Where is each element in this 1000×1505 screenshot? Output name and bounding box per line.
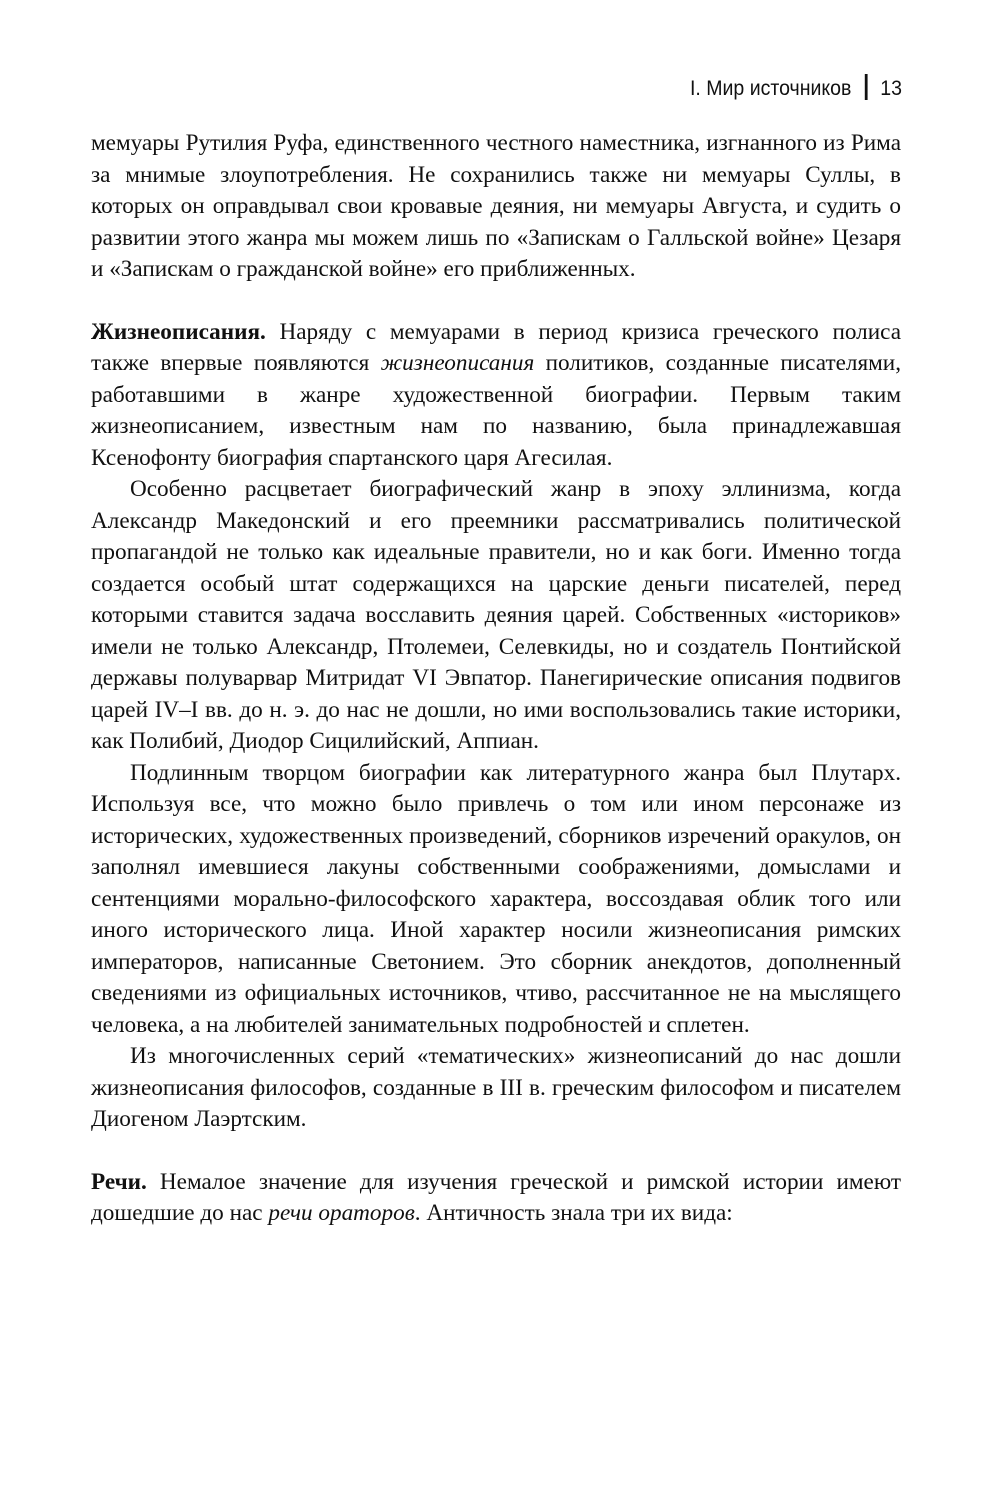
paragraph-biographies: [91, 317, 901, 475]
paragraph-hellenism: Особенно расцветает биографический жанр в эпоху эллинизма, когда Александр Македонский и его преемники рассматривались политической пропагандой не только как идеальные правители, но и как боги. Именно тогда создается особый штат содержащихся на царские деньги писателей, перед которыми ставится задача восславить деяния царей. Собственных «историков» имели не только Александр, Птолемеи, Селевкиды, но и создатель Понтийской державы полуварвар Митридат VI Эвпатор. Панегирические описания подвигов царей IV–I вв. до н. э. до нас не дошли, но ими воспользовались такие историки, как Полибий, Диодор Сицилийский, Аппиан.: [91, 476, 901, 754]
paragraph-plutarch: Подлинным творцом биографии как литературного жанра был Плутарх. Используя все, что можно было привлечь о том или ином персонаже из исторических, художественных произведений, сборников изречений оракулов, он заполнял имевшиеся лакуны собственными соображениями, домыслами и сентенциями морально-философского характера, воссоздавая облик того или иного исторического лица. Иной характер носили жизнеописания римских императоров, написанные Светонием. Это сборник анекдотов, дополненный сведениями из официальных источников, чтиво, рассчитанное не на мыслящего человека, а на любителей занимательных подробностей и сплетен.: [91, 759, 901, 1038]
section-heading-speeches: Речи.: [91, 1168, 147, 1195]
paragraph-speeches: [91, 1167, 901, 1230]
paragraph-text: . Античность знала три их вида:: [414, 1200, 733, 1226]
paragraph-thematic-biographies: Из многочисленных серий «тематических» жизнеописаний до нас дошли жизнеописания философов, созданные в III в. греческим философом и писателем Диогеном Лаэртским.: [91, 1043, 901, 1132]
paragraph-text: Немалое значение для изучения греческой и римской истории имеют дошедшие до нас: [91, 1168, 901, 1226]
paragraph-text: Наряду с мемуарами в период кризиса греческого полиса также впервые появляются: [91, 318, 901, 376]
body-text: [91, 128, 901, 1230]
header-divider: [864, 74, 867, 100]
paragraph-text: политиков, созданные писателями, работавшими в жанре художественной биографии. Первым таким жизнеописанием, известным нам по названию, была принадлежавшая Ксенофонту биография спартанского царя Агесилая.: [91, 350, 901, 471]
emphasis-term: речи ораторов: [268, 1200, 415, 1226]
section-heading-biographies: Жизнеописания.: [91, 318, 266, 345]
paragraph-memoirs-continued: мемуары Рутилия Руфа, единственного честного наместника, изгнанного из Рима за мнимые злоупотребления. Не сохранились также ни мемуары Суллы, в которых он оправдывал свои кровавые деяния, ни мемуары Августа, и судить о развитии этого жанра мы можем лишь по «Запискам о Галльской войне» Цезаря и «Запискам о гражданской войне» его приближенных.: [91, 130, 901, 282]
emphasis-term: жизнеописания: [380, 350, 535, 376]
page-number: 13: [880, 77, 902, 100]
running-head: [690, 72, 902, 106]
chapter-title: I. Мир источников: [689, 77, 852, 100]
